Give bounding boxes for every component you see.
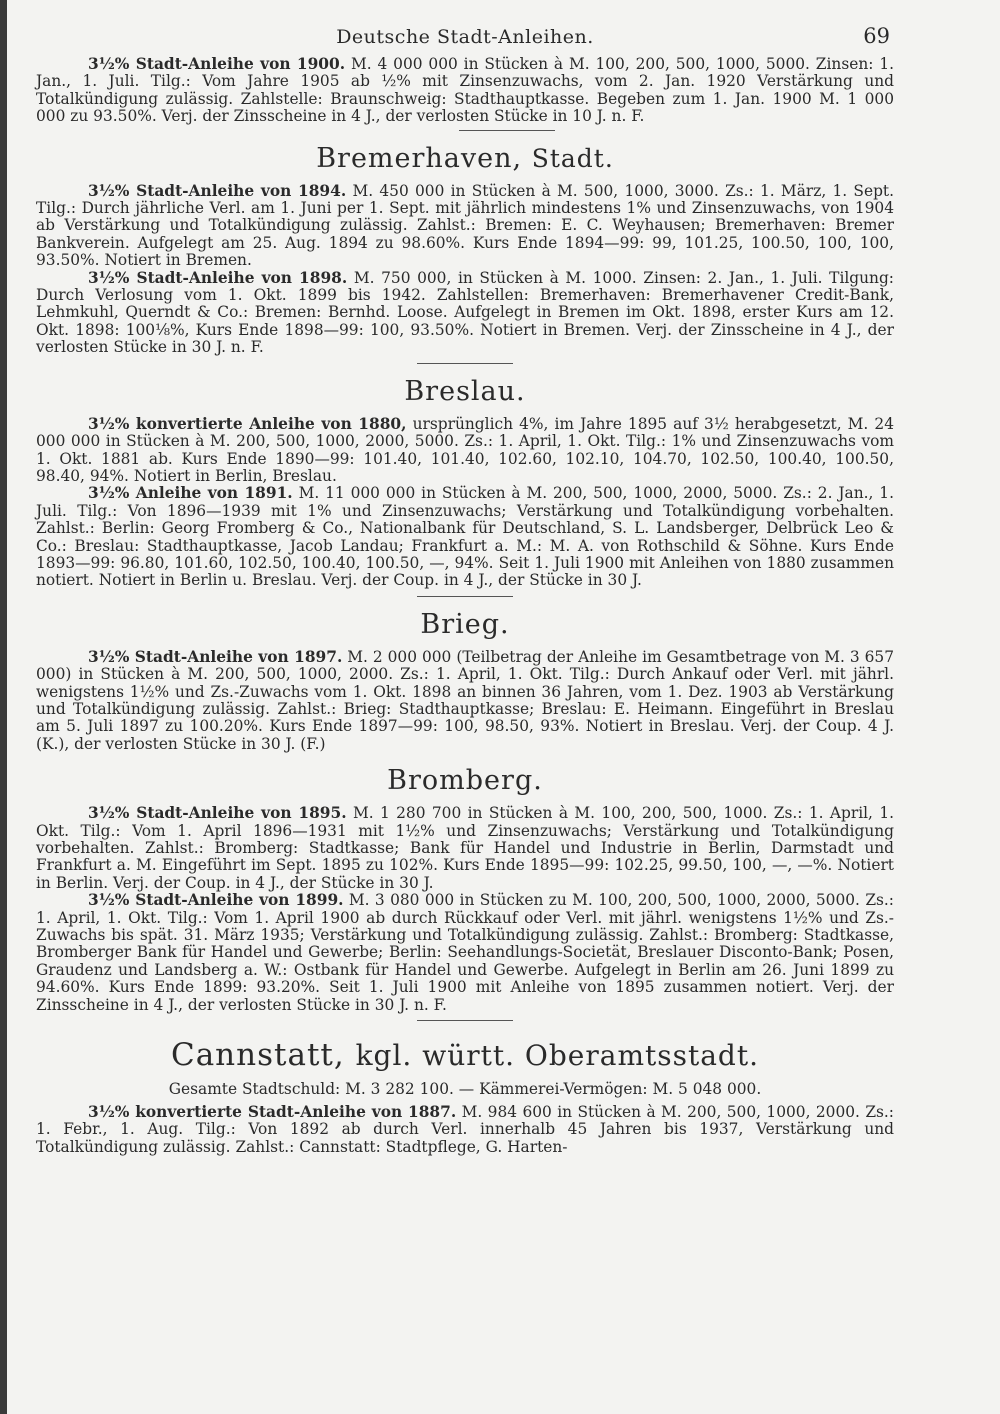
entry-lead: 3½% Stadt-Anleihe von 1900. (88, 55, 346, 73)
loan-entry (36, 805, 894, 892)
city-heading-bremerhaven (36, 143, 894, 175)
loan-entry (36, 183, 894, 270)
city-suffix: kgl. württ. Oberamtsstadt. (355, 1039, 760, 1073)
city-name: Breslau. (404, 375, 526, 407)
loan-entry (36, 270, 894, 357)
page-edge-shadow (0, 0, 7, 1414)
running-title: Deutsche Stadt-Anleihen. (336, 26, 594, 48)
entry-text: M. 984 600 in Stücken à M. 200, 500, 1000, 2000. Zs.: 1. Febr., 1. Aug. Tilg.: Von 1892 ab durch Verl. innerhalb 45 Jahren bis 1937, Verstärkung und Totalkündigung zulässig. Zahlst.: Cannstatt: Stadtpflege, G. Harten- (36, 1103, 894, 1156)
entry-text: M. 750 000, in Stücken à M. 1000. Zinsen: 2. Jan., 1. Juli. Tilgung: Durch Verlosung vom 1. Okt. 1899 bis 1942. Zahlstellen: Bremerhaven: Bremerhavener Credit-Bank, Lehmkuhl, Querndt & Co.: Bremen: Bernhd. Loose. Aufgelegt in Bremen im Okt. 1898, erster Kurs am 12. Okt. 1898: 100⅛%, Kurs Ende 1898—99: 100, 93.50%. Notiert in Bremen. Verj. der Zinsscheine in 4 J., der verlosten Stücke in 30 J. n. F. (36, 268, 894, 357)
entry-lead: 3½% konvertierte Stadt-Anleihe von 1887. (88, 1103, 457, 1122)
city-heading-breslau (36, 376, 894, 408)
section-divider (417, 363, 513, 364)
entry-lead: 3½% Stadt-Anleihe von 1895. (88, 804, 347, 823)
entry-text: M. 1 280 700 in Stücken à M. 100, 200, 500, 1000. Zs.: 1. April, 1. Okt. Tilg.: Vom 1. April 1896—1931 mit 1½% und Zinsenzuwachs; Verstärkung und Totalkündigung vorbehalten. Zahlst.: Bromberg: Stadtkasse; Bank für Handel und Industrie in Berlin, Darmstadt und Frankfurt a. M. Eingeführt im Sept. 1895 zu 102%. Kurs Ende 1895—99: 102.25, 99.50, 100, —, —%. Notiert in Berlin. Verj. der Coup. in 4 J., der Stücke in 30 J. (36, 804, 895, 892)
entry-text: M. 450 000 in Stücken à M. 500, 1000, 3000. Zs.: 1. März, 1. Sept. Tilg.: Durch jährliche Verl. am 1. Juni per 1. Sept. mit jährlich mindestens 1% und Zinsenzuwachs, von 1904 ab Verstärkung und Totalkündigung zulässig. Zahlst.: Bremen: E. C. Weyhausen; Bremerhaven: Bremer Bankverein. Aufgelegt am 25. Aug. 1894 zu 98.60%. Kurs Ende 1894—99: 99, 101.25, 100.50, 100, 100, 93.50%. Notiert in Bremen. (36, 181, 895, 270)
loan-entry (36, 485, 894, 589)
loan-entry (36, 892, 894, 1014)
debt-summary: Gesamte Stadtschuld: M. 3 282 100. — Kämmerei-Vermögen: M. 5 048 000. (168, 1080, 762, 1099)
intro-entry (36, 56, 894, 126)
entry-lead: 3½% Stadt-Anleihe von 1899. (88, 891, 344, 910)
city-name: Brieg. (420, 608, 510, 640)
book-page (36, 22, 894, 1156)
loan-entry (36, 649, 894, 753)
entry-text: M. 4 000 000 in Stücken à M. 100, 200, 500, 1000, 5000. Zinsen: 1. Jan., 1. Juli. Tilg.: Vom Jahre 1905 ab ½% mit Zinsenzuwachs, vom 2. Jan. 1920 Verstärkung und Totalkündigung zulässig. Zahlstelle: Braunschweig: Stadthauptkasse. Begeben zum 1. Jan. 1900 M. 1 000 000 zu 93.50%. Verj. der Zinsscheine in 4 J., der verlosten Stücke in 10 J. n. F. (36, 55, 894, 126)
section-divider (417, 1020, 513, 1021)
city-heading-cannstatt (36, 1039, 894, 1072)
section-divider (417, 596, 513, 597)
entry-lead: 3½% Stadt-Anleihe von 1897. (88, 647, 343, 666)
page-number: 69 (863, 24, 890, 48)
entry-lead: 3½% Stadt-Anleihe von 1894. (88, 181, 347, 200)
loan-entry (36, 1104, 894, 1156)
city-suffix: Stadt. (531, 143, 614, 173)
entry-text: M. 3 080 000 in Stücken zu M. 100, 200, 500, 1000, 2000, 5000. Zs.: 1. April, 1. Okt. Tilg.: Vom 1. April 1900 ab durch Rückkauf oder Verl. mit jährl. wenigstens 1½% und Zs.-Zuwachs bis spät. 31. März 1935; Verstärkung und Totalkündigung zulässig. Zahlst.: Bromberg: Stadtkasse, Bromberger Bank für Handel und Gewerbe; Berlin: Seehandlungs-Societät, Breslauer Disconto-Bank; Posen, Graudenz und Landsberg a. W.: Ostbank für Handel und Gewerbe. Aufgelegt in Berlin am 26. Juni 1899 zu 94.60%. Kurs Ende 1899: 93.20%. Seit 1. Juli 1900 mit Anleihe von 1895 zusammen notiert. Verj. der Zinsscheine in 4 J., der verlosten Stücke in 30 J. n. F. (36, 891, 894, 1014)
entry-lead: 3½% Stadt-Anleihe von 1898. (88, 268, 348, 287)
city-heading-brieg (36, 609, 894, 641)
entry-text: M. 11 000 000 in Stücken à M. 200, 500, 1000, 2000, 5000. Zs.: 2. Jan., 1. Juli. Tilg.: Von 1896—1939 mit 1% und Zinsenzuwachs; Verstärkung und Totalkündigung vorbehalten. Zahlst.: Berlin: Georg Fromberg & Co., Nationalbank für Deutschland, S. L. Landsberger, Delbrück Leo & Co.: Breslau: Stadthauptkasse, Jacob Landau; Frankfurt a. M.: M. A. von Rothschild & Söhne. Kurs Ende 1893—99: 96.80, 101.60, 102.50, 100.40, 100.50, —, 94%. Seit 1. Juli 1900 mit Anleihen von 1880 zusammen notiert. Notiert in Berlin u. Breslau. Verj. der Coup. in 4 J., der Stücke in 30 J. (36, 484, 894, 590)
entry-lead: 3½% konvertierte Anleihe von 1880, (88, 414, 407, 433)
section-divider (459, 130, 555, 131)
city-name: Bromberg. (387, 765, 543, 797)
loan-entry (36, 416, 894, 486)
entry-text: ursprünglich 4%, im Jahre 1895 auf 3½ herabgesetzt, M. 24 000 000 in Stücken à M. 200, 500, 1000, 2000, 5000. Zs.: 1. April, 1. Okt. Tilg.: 1% und Zinsenzuwachs vom 1. Okt. 1881 ab. Kurs Ende 1890—99: 101.40, 101.40, 102.60, 102.10, 104.70, 102.50, 100.40, 100.50, 98.40, 94%. Notiert in Berlin, Breslau. (36, 414, 894, 485)
page-header (36, 22, 894, 56)
city-name: Bremerhaven, (316, 142, 523, 174)
entry-text: M. 2 000 000 (Teilbetrag der Anleihe im Gesamtbetrage von M. 3 657 000) in Stücken à M. 200, 500, 1000, 2000. Zs.: 1. April, 1. Okt. Tilg.: Durch Ankauf oder Verl. mit jährl. wenigstens 1½% und Zs.-Zuwachs vom 1. Okt. 1898 an binnen 36 Jahren, vom 1. Dez. 1903 ab Verstärkung und Totalkündigung zulässig. Zahlst.: Brieg: Stadthauptkasse; Breslau: E. Heimann. Eingeführt in Breslau am 5. Juli 1897 zu 100.20%. Kurs Ende 1897—99: 100, 98.50, 93%. Notiert in Breslau. Verj. der Coup. 4 J. (K.), der verlosten Stücke in 30 J. (F.) (36, 647, 894, 753)
city-heading-bromberg (36, 765, 894, 797)
city-name: Cannstatt, (170, 1037, 345, 1074)
entry-lead: 3½% Anleihe von 1891. (88, 484, 293, 503)
